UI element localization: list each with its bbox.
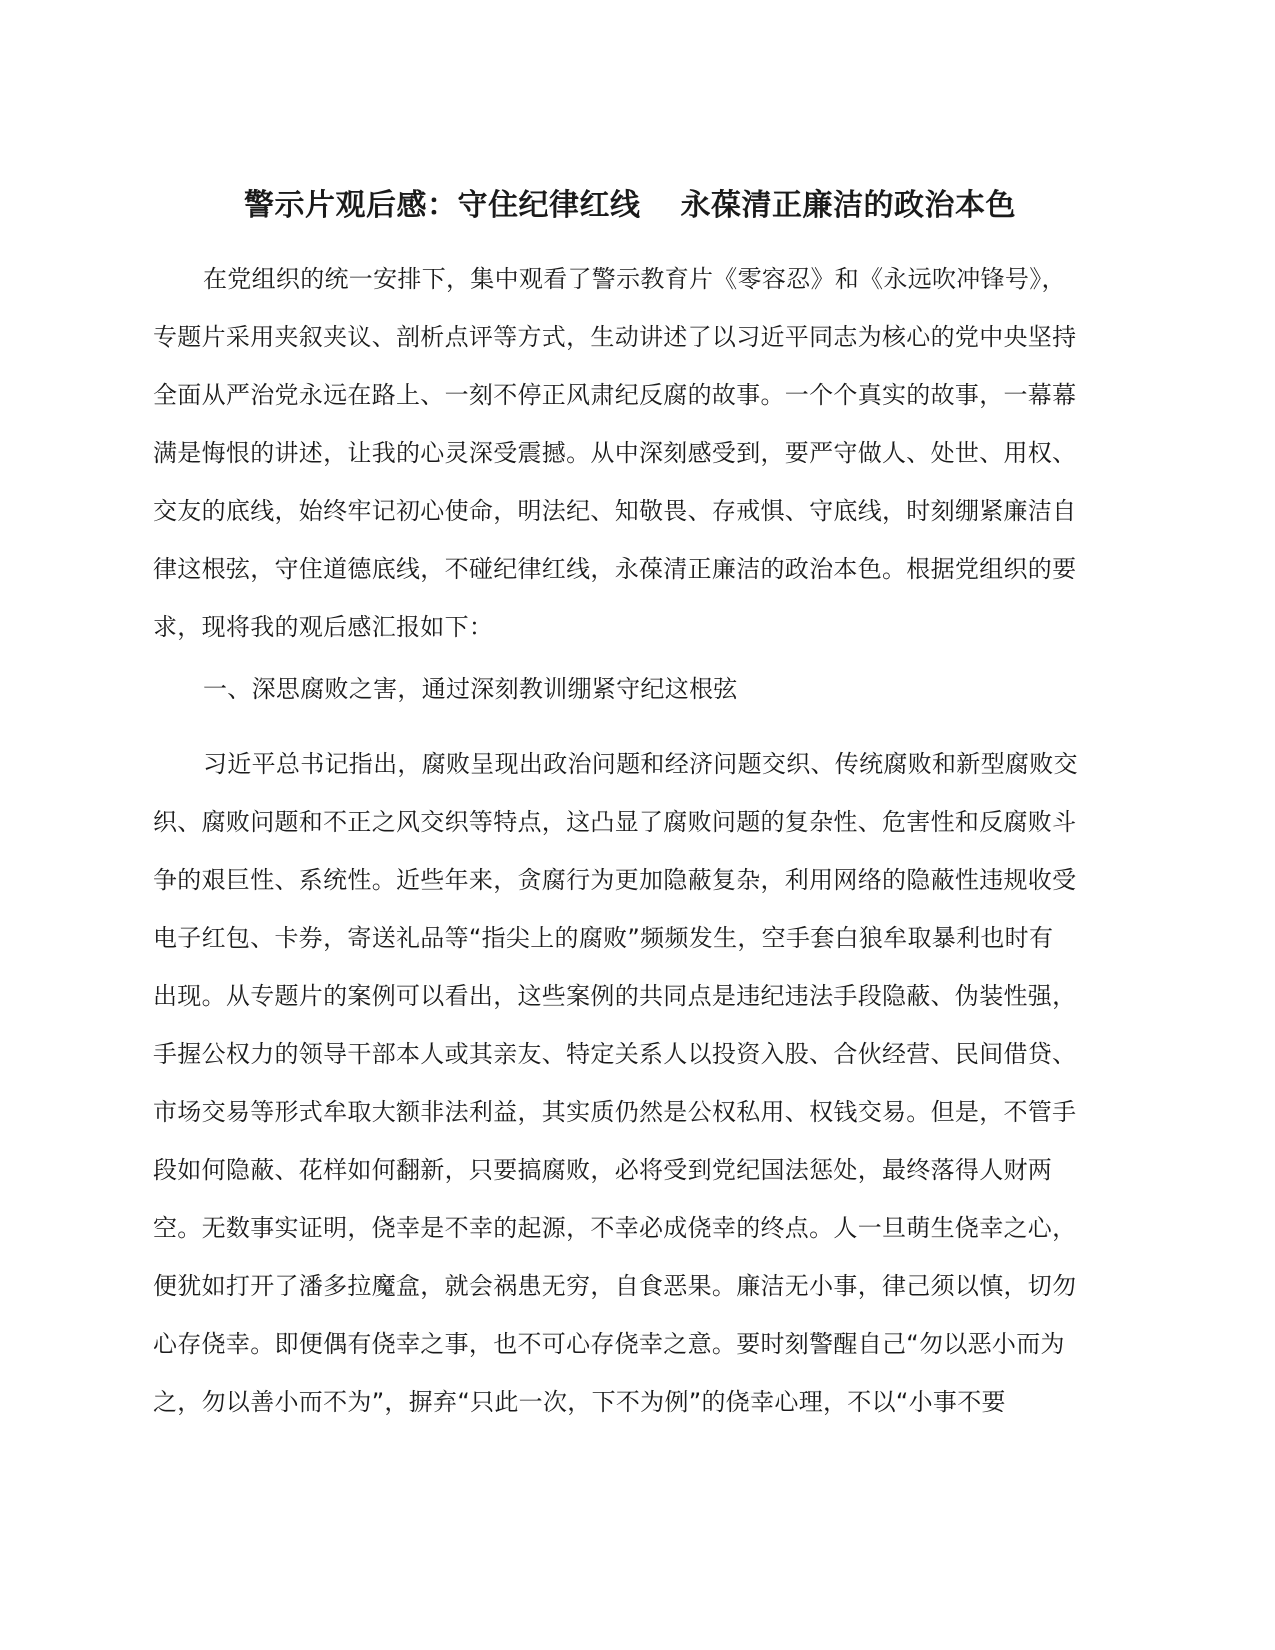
document-title	[150, 186, 1110, 226]
paragraph-intro	[153, 250, 1113, 656]
paragraph-line: 空。无数事实证明，侥幸是不幸的起源，不幸必成侥幸的终点。人一旦萌生侥幸之心，	[153, 1214, 1077, 1242]
paragraph-line: 满是悔恨的讲述，让我的心灵深受震撼。从中深刻感受到，要严守做人、处世、用权、	[153, 439, 1077, 467]
section-heading	[153, 660, 1113, 718]
paragraph-line: 律这根弦，守住道德底线，不碰纪律红线，永葆清正廉洁的政治本色。根据党组织的要	[153, 555, 1077, 583]
paragraph-line: 争的艰巨性、系统性。近些年来，贪腐行为更加隐蔽复杂，利用网络的隐蔽性违规收受	[153, 866, 1077, 894]
paragraph-line: 电子红包、卡券，寄送礼品等“指尖上的腐败”频频发生，空手套白狼牟取暴利也时有	[153, 924, 1054, 952]
paragraph-line: 织、腐败问题和不正之风交织等特点，这凸显了腐败问题的复杂性、危害性和反腐败斗	[153, 808, 1077, 836]
paragraph-line: 专题片采用夹叙夹议、剖析点评等方式，生动讲述了以习近平同志为核心的党中央坚持	[153, 323, 1077, 351]
paragraph-body	[153, 735, 1113, 1431]
paragraph-line: 便犹如打开了潘多拉魔盒，就会祸患无穷，自食恶果。廉洁无小事，律己须以慎，切勿	[153, 1272, 1077, 1300]
paragraph-line: 出现。从专题片的案例可以看出，这些案例的共同点是违纪违法手段隐蔽、伪装性强，	[153, 982, 1077, 1010]
section-heading-text: 一、深思腐败之害，通过深刻教训绷紧守纪这根弦	[203, 675, 738, 703]
title-part-1: 警示片观后感：守住纪律红线	[244, 188, 641, 223]
paragraph-line: 习近平总书记指出，腐败呈现出政治问题和经济问题交织、传统腐败和新型腐败交	[203, 750, 1078, 778]
paragraph-line: 交友的底线，始终牢记初心使命，明法纪、知敬畏、存戒惧、守底线，时刻绷紧廉洁自	[153, 497, 1077, 525]
paragraph-line: 手握公权力的领导干部本人或其亲友、特定关系人以投资入股、合伙经营、民间借贷、	[153, 1040, 1077, 1068]
paragraph-line: 求，现将我的观后感汇报如下：	[153, 613, 494, 641]
paragraph-line: 在党组织的统一安排下，集中观看了警示教育片《零容忍》和《永远吹冲锋号》，	[203, 265, 1066, 293]
paragraph-line: 心存侥幸。即便偶有侥幸之事，也不可心存侥幸之意。要时刻警醒自己“勿以恶小而为	[153, 1330, 1065, 1358]
title-part-2: 永葆清正廉洁的政治本色	[680, 188, 1016, 223]
paragraph-line: 段如何隐蔽、花样如何翻新，只要搞腐败，必将受到党纪国法惩处，最终落得人财两	[153, 1156, 1053, 1184]
paragraph-line: 之，勿以善小而不为”，摒弃“只此一次，下不为例”的侥幸心理，不以“小事不要	[153, 1388, 1006, 1416]
paragraph-line: 市场交易等形式牟取大额非法利益，其实质仍然是公权私用、权钱交易。但是，不管手	[153, 1098, 1077, 1126]
paragraph-line: 全面从严治党永远在路上、一刻不停正风肃纪反腐的故事。一个个真实的故事，一幕幕	[153, 381, 1077, 409]
